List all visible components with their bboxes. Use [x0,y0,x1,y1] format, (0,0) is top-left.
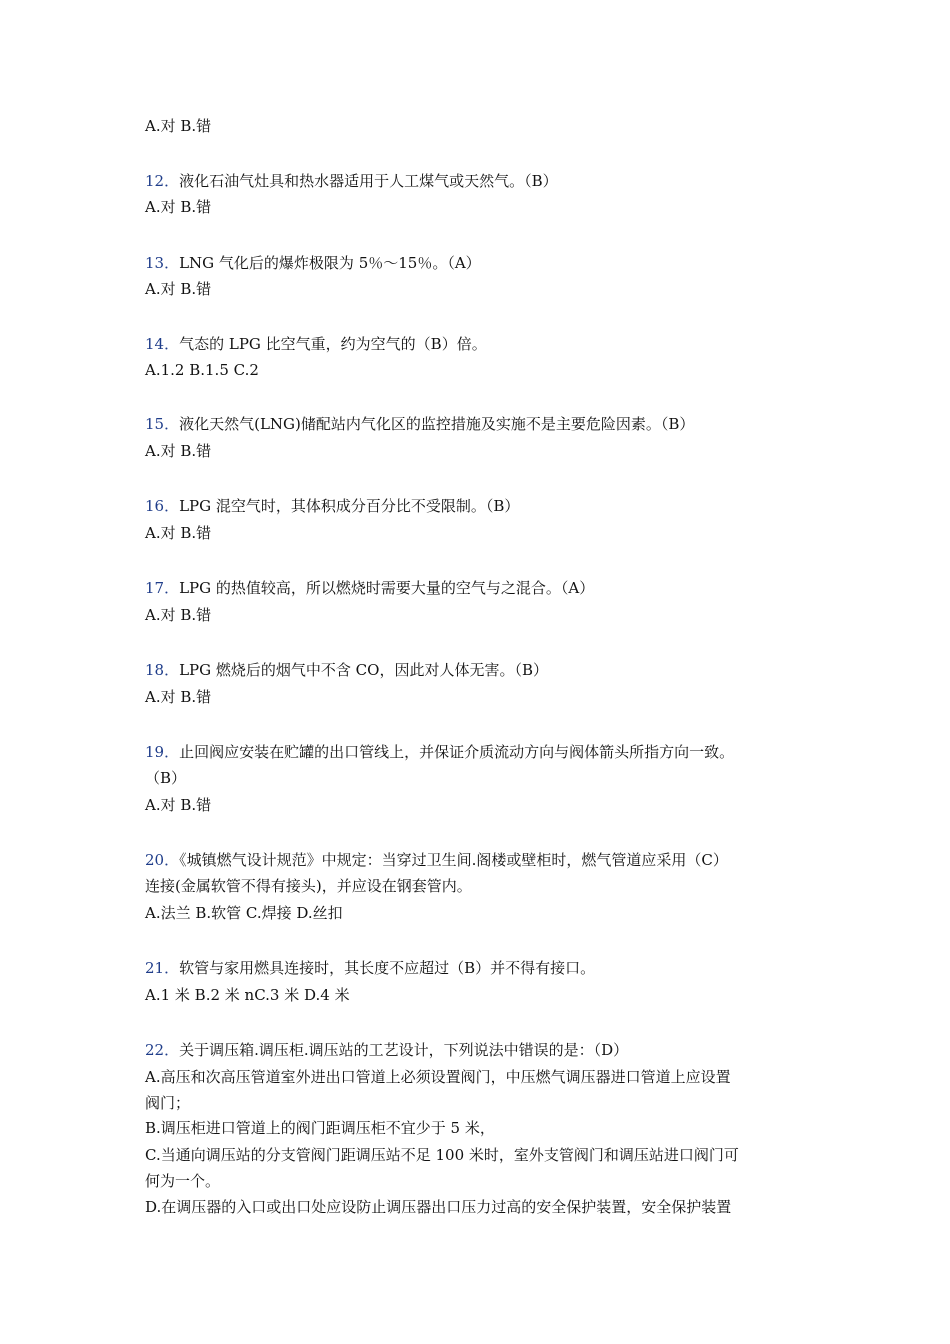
question-19-text-cont: （B） [145,769,187,787]
question-text: LPG 混空气时，其体积成分百分比不受限制。（B） [179,497,520,515]
question-text: 《城镇燃气设计规范》中规定：当穿过卫生间.阁楼或壁柜时，燃气管道应采用（C） [179,851,728,869]
question-20-text-cont: 连接(金属软管不得有接头)，并应设在钢套管内。 [145,877,472,895]
question-19 [145,739,815,765]
question-15-options: A.对 B.错 [145,442,212,460]
question-text: LPG 燃烧后的烟气中不含 CO，因此对人体无害。（B） [179,661,548,679]
question-13 [145,250,815,276]
question-number: 20． [145,851,180,869]
question-16 [145,493,815,519]
question-22-option-d: D.在调压器的入口或出口处应设防止调压器出口压力过高的安全保护装置，安全保护装置 [145,1198,732,1216]
question-number: 18． [145,661,180,679]
question-22-option-c: C.当通向调压站的分支管阀门距调压站不足 100 米时，室外支管阀门和调压站进口阀门可 [145,1146,739,1164]
question-18 [145,657,815,683]
question-14-options: A.1.2 B.1.5 C.2 [145,361,259,379]
question-text: 软管与家用燃具连接时，其长度不应超过（B）并不得有接口。 [179,959,596,977]
question-19-options: A.对 B.错 [145,796,212,814]
question-15 [145,411,815,437]
question-text: 气态的 LPG 比空气重，约为空气的（B）倍。 [179,335,487,353]
question-number: 15． [145,415,180,433]
question-number: 14． [145,335,180,353]
question-18-options: A.对 B.错 [145,688,212,706]
question-22 [145,1037,815,1063]
question-21 [145,955,815,981]
question-14 [145,331,815,357]
question-17-options: A.对 B.错 [145,606,212,624]
question-21-options: A.1 米 B.2 米 nC.3 米 D.4 米 [145,986,350,1004]
question-text: 液化天然气(LNG)储配站内气化区的监控措施及实施不是主要危险因素。（B） [179,415,695,433]
question-number: 21． [145,959,180,977]
question-number: 13． [145,254,180,272]
question-number: 17． [145,579,180,597]
question-16-options: A.对 B.错 [145,524,212,542]
question-22-option-b: B.调压柜进口管道上的阀门距调压柜不宜少于 5 米， [145,1119,495,1137]
question-number: 16． [145,497,180,515]
question-text: LNG 气化后的爆炸极限为 5％～15％。（A） [179,254,481,272]
question-text: 液化石油气灶具和热水器适用于人工煤气或天然气。（B） [179,172,558,190]
lead-options: A.对 B.错 [145,117,212,135]
question-12 [145,168,815,194]
question-13-options: A.对 B.错 [145,280,212,298]
question-text: 止回阀应安装在贮罐的出口管线上，并保证介质流动方向与阀体箭头所指方向一致。 [179,743,735,761]
question-12-options: A.对 B.错 [145,198,212,216]
question-17 [145,575,815,601]
question-text: 关于调压箱.调压柜.调压站的工艺设计，下列说法中错误的是：（D） [179,1041,629,1059]
question-number: 22． [145,1041,180,1059]
question-number: 12． [145,172,180,190]
question-number: 19． [145,743,180,761]
question-20 [145,847,815,873]
question-22-option-a: A.高压和次高压管道室外进出口管道上必须设置阀门，中压燃气调压器进口管道上应设置 [145,1068,731,1086]
question-22-option-c-cont: 何为一个。 [145,1172,221,1190]
question-20-options: A.法兰 B.软管 C.焊接 D.丝扣 [145,904,343,922]
question-text: LPG 的热值较高，所以燃烧时需要大量的空气与之混合。（A） [179,579,595,597]
question-22-option-a-cont: 阀门； [145,1094,191,1112]
